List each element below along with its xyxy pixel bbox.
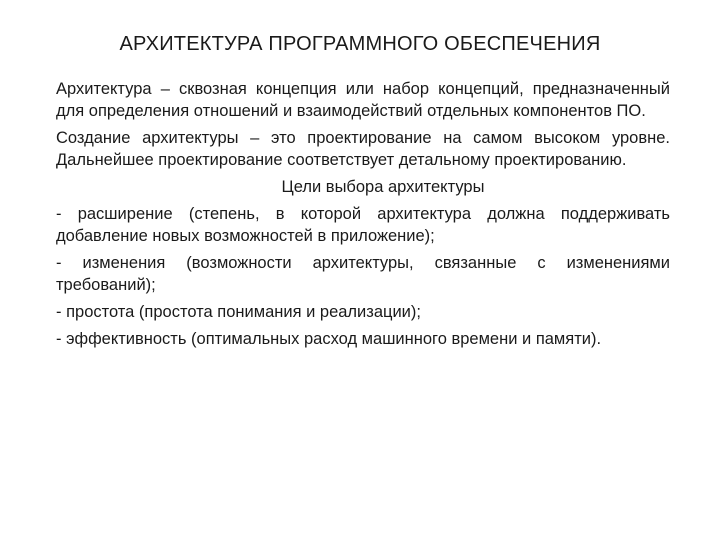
goal-item-extension: - расширение (степень, в которой архитектура должна поддерживать добавление новых возможностей в приложение);: [56, 205, 670, 245]
goal-item-efficiency: - эффективность (оптимальных расход машинного времени и памяти).: [56, 330, 602, 348]
slide-title: АРХИТЕКТУРА ПРОГРАММНОГО ОБЕСПЕЧЕНИЯ: [119, 33, 601, 55]
design-paragraph: Создание архитектуры – это проектирование на самом высоком уровне. Дальнейшее проектирование соответствует детальному проектированию.: [56, 129, 670, 169]
goal-item-changes: - изменения (возможности архитектуры, связанные с изменениями требований);: [56, 254, 670, 294]
goal-item-simplicity: - простота (простота понимания и реализации);: [56, 303, 421, 321]
goals-heading: Цели выбора архитектуры: [281, 178, 485, 196]
slide-content: [56, 78, 670, 355]
definition-paragraph: Архитектура – сквозная концепция или набор концепций, предназначенный для определения отношений и взаимодействий отдельных компонентов ПО.: [56, 80, 670, 120]
